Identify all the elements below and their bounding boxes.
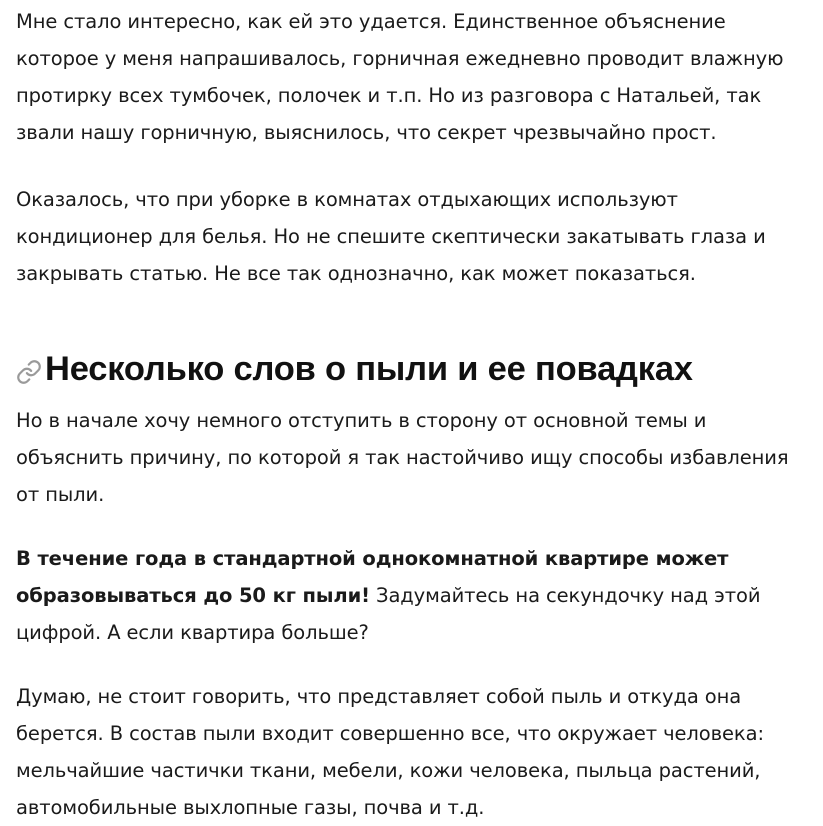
link-icon[interactable] (14, 357, 44, 387)
section-heading-text: Несколько слов о пыли и ее повадках (45, 350, 693, 388)
paragraph-text: Задумайтесь на секундочку над этой цифрой. А если квартира больше? (16, 584, 761, 644)
paragraph: Думаю, не стоит говорить, что представляет собой пыль и откуда она берется. В состав пыли входит совершенно все, что окружает человека: мельчайшие частички ткани, мебели, кожи человека, пыльца растений, автомобильные выхлопные газы, почва и т.д. (16, 685, 764, 819)
bold-highlight: В течение года в стандартной однокомнатной квартире может образовываться до 50 кг пыли! (16, 547, 729, 607)
paragraph (16, 540, 760, 651)
paragraph: Мне стало интересно, как ей это удается. Единственное объяснение которое у меня напрашивалось, горничная ежедневно проводит влажную протирку всех тумбочек, полочек и т.п. Но из разговора с Натальей, так звали нашу горничную, выяснилось, что секрет чрезвычайно прост. (16, 10, 784, 144)
section-heading (0, 345, 693, 393)
paragraph: Но в начале хочу немного отступить в сторону от основной темы и объяснить причину, по которой я так настойчиво ищу способы избавления от пыли. (16, 409, 789, 506)
paragraph: Оказалось, что при уборке в комнатах отдыхающих используют кондиционер для белья. Но не спешите скептически закатывать глаза и закрывать статью. Не все так однозначно, как может показаться. (16, 188, 766, 285)
